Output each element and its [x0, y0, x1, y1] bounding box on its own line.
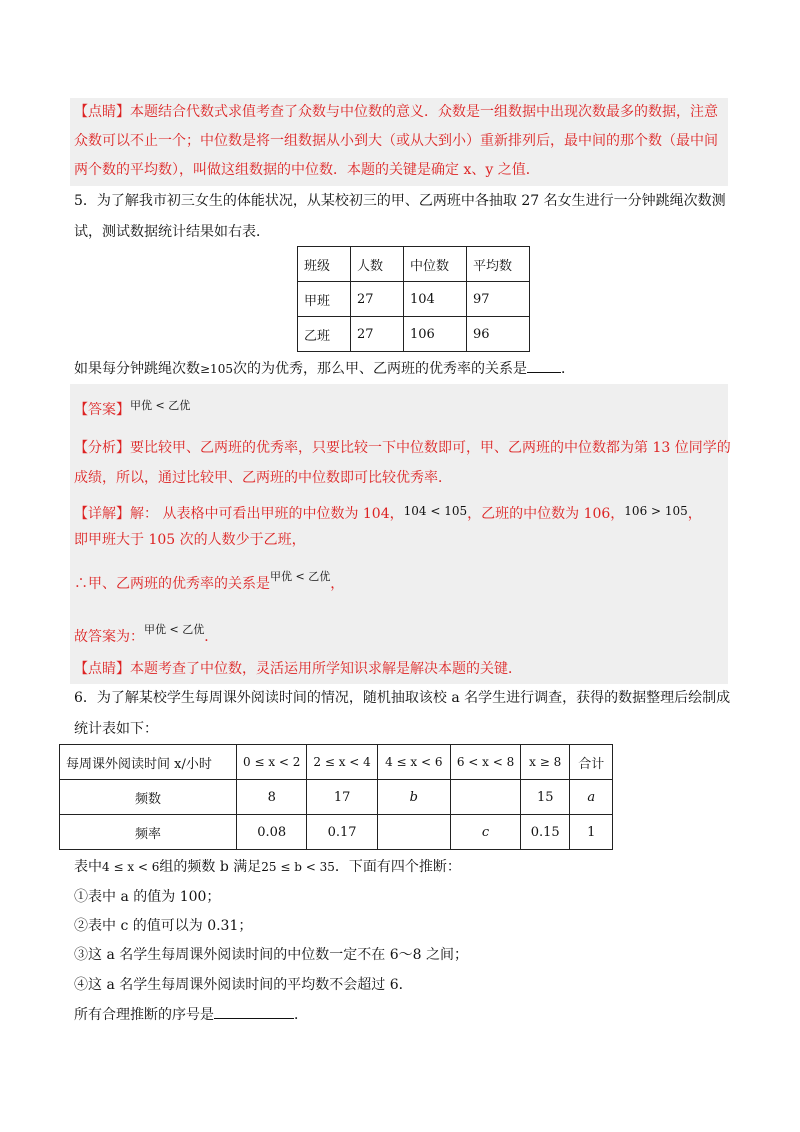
q5-question-math: ≥105 [200, 362, 233, 376]
table-header-cell: x ≥ 8 [521, 745, 570, 780]
q6-item-3: ③这 a 名学生每周课外阅读时间的中位数一定不在 6～8 之间； [74, 947, 468, 963]
q6-cond-mid: 组的频数 b 满足 [159, 859, 262, 875]
table-row [60, 815, 613, 850]
table-cell: 27 [351, 317, 404, 352]
q5-question-end: ． [560, 361, 575, 377]
q5-detail4-post: ． [204, 629, 219, 645]
q6-cond-math1: 4 ≤ x < 6 [102, 860, 160, 874]
answer-blank [527, 372, 561, 373]
q6-stem-line2: 统计表如下： [74, 721, 158, 737]
q5-answer-math: 甲优 < 乙优 [130, 399, 191, 412]
table-header-cell: 6 < x < 8 [450, 745, 520, 780]
q5-detail-c: ， [687, 506, 702, 522]
table-cell: a [570, 780, 613, 815]
q6-item-1: ①表中 a 的值为 100； [74, 889, 221, 905]
table-cell: 0.17 [307, 815, 377, 850]
q5-detail3-pre: ∴甲、乙两班的优秀率的关系是 [74, 576, 270, 592]
prev-comment-line1: 【点睛】本题结合代数式求值考查了众数与中位数的意义．众数是一组数据中出现次数最多的数据，注意 [74, 104, 718, 120]
q5-detail3-math: 甲优 < 乙优 [270, 570, 331, 583]
q6-table [59, 744, 613, 850]
table-header-cell: 2 ≤ x < 4 [307, 745, 377, 780]
table-header-cell: 人数 [351, 247, 404, 282]
q5-analysis-line1: 【分析】要比较甲、乙两班的优秀率，只要比较一下中位数即可，甲、乙两班的中位数都为第 13 位同学的 [74, 440, 731, 456]
table-cell: c [450, 815, 520, 850]
table-cell: 0.08 [237, 815, 307, 850]
table-cell: 97 [467, 282, 530, 317]
table-header-cell: 4 ≤ x < 6 [377, 745, 450, 780]
q6-stem-line1: 6．为了解某校学生每周课外阅读时间的情况，随机抽取该校 a 名学生进行调查，获得的数据整理后绘制成 [74, 690, 731, 706]
prev-comment-line2: 众数可以不止一个；中位数是将一组数据从小到大（或从大到小）重新排列后，最中间的那个数（最中间 [74, 133, 718, 149]
q6-condition-line [74, 857, 461, 877]
q5-answer-line [74, 396, 190, 420]
table-cell: 0.15 [521, 815, 570, 850]
table-cell: 104 [404, 282, 467, 317]
q5-detail-line3 [74, 567, 344, 594]
q5-question-post: 次的为优秀，那么甲、乙两班的优秀率的关系是 [232, 361, 527, 377]
q5-detail4-pre: 故答案为： [74, 629, 144, 645]
q5-detail-line2: 即甲班大于 105 次的人数少于乙班， [74, 532, 306, 548]
table-cell: 频率 [60, 815, 237, 850]
table-header-cell: 中位数 [404, 247, 467, 282]
q5-detail-line4 [74, 620, 218, 647]
q5-detail-b: ，乙班的中位数为 106， [467, 506, 625, 522]
q5-stem-line2: 试，测试数据统计结果如右表． [74, 224, 270, 240]
table-cell: 乙班 [298, 317, 351, 352]
table-row [298, 282, 530, 317]
q5-comment: 【点睛】本题考查了中位数，灵活运用所学知识求解是解决本题的关键． [74, 661, 522, 677]
table-header-cell: 班级 [298, 247, 351, 282]
q6-item-2: ②表中 c 的值可以为 0.31； [74, 918, 253, 934]
table-header-cell: 0 ≤ x < 2 [237, 745, 307, 780]
q5-stem-line1: 5．为了解我市初三女生的体能状况，从某校初三的甲、乙两班中各抽取 27 名女生进行一分钟跳绳次数测 [74, 193, 726, 209]
table-row [298, 317, 530, 352]
table-cell: b [377, 780, 450, 815]
q5-detail-math1: 104 < 105 [403, 504, 468, 518]
q5-question-line [74, 359, 575, 379]
q5-detail-line1 [74, 501, 702, 524]
table-cell: 8 [237, 780, 307, 815]
table-cell: 96 [467, 317, 530, 352]
q6-final-line [74, 1005, 308, 1025]
q6-cond-math2: 25 ≤ b < 35 [261, 860, 335, 874]
table-header-cell: 平均数 [467, 247, 530, 282]
table-row [60, 745, 613, 780]
q6-item-4: ④这 a 名学生每周课外阅读时间的平均数不会超过 6． [74, 977, 413, 993]
q5-detail-math2: 106 > 105 [624, 504, 688, 518]
q5-detail4-math: 甲优 < 乙优 [144, 623, 205, 636]
q5-analysis-line2: 成绩，所以，通过比较甲、乙两班的中位数即可比较优秀率． [74, 470, 452, 486]
table-row [298, 247, 530, 282]
table-cell: 15 [521, 780, 570, 815]
table-row [60, 780, 613, 815]
table-header-cell: 每周课外阅读时间 x/小时 [60, 745, 237, 780]
table-cell: 频数 [60, 780, 237, 815]
q5-detail3-post: ， [330, 576, 345, 592]
q6-cond-post: ．下面有四个推断： [334, 859, 461, 875]
table-header-cell: 合计 [570, 745, 613, 780]
q5-table [297, 246, 530, 352]
q5-detail-a: 【详解】解： 从表格中可看出甲班的中位数为 104， [74, 506, 404, 522]
table-cell: 106 [404, 317, 467, 352]
table-cell [450, 780, 520, 815]
q6-cond-pre: 表中 [74, 859, 102, 875]
q5-question-pre: 如果每分钟跳绳次数 [74, 361, 200, 377]
table-cell: 17 [307, 780, 377, 815]
table-cell: 27 [351, 282, 404, 317]
answer-blank [214, 1018, 294, 1019]
q6-final-pre: 所有合理推断的序号是 [74, 1007, 214, 1023]
table-cell [377, 815, 450, 850]
prev-comment-line3: 两个数的平均数），叫做这组数据的中位数．本题的关键是确定 x、y 之值． [74, 162, 540, 178]
table-cell: 甲班 [298, 282, 351, 317]
q5-answer-label: 【答案】 [74, 402, 130, 418]
table-cell: 1 [570, 815, 613, 850]
q6-final-post: ． [294, 1007, 308, 1023]
